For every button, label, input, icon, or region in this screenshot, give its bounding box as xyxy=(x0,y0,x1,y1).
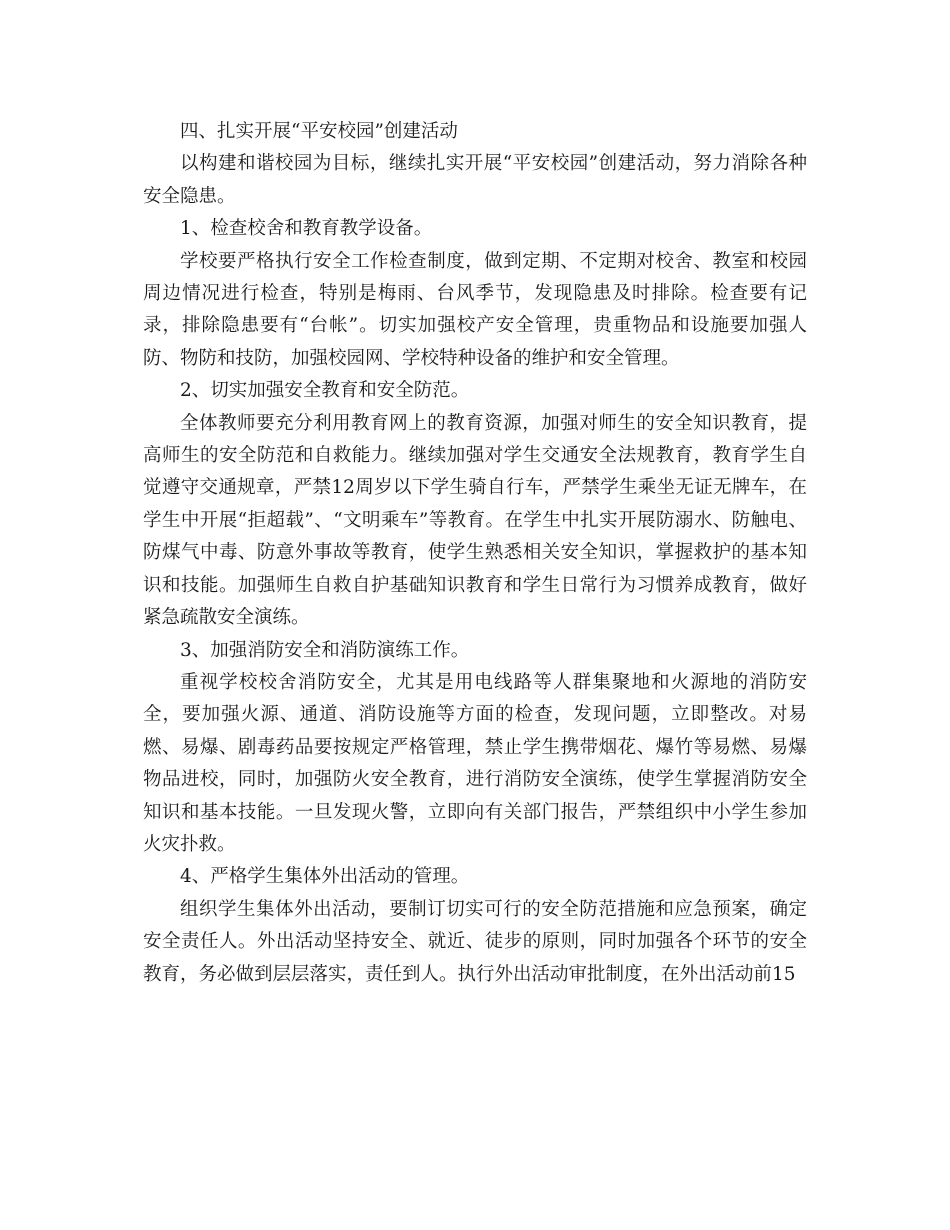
item-heading-1-inspection: 1、检查校舍和教育教学设备。 xyxy=(180,218,433,240)
paragraph-outings: 组织学生集体外出活动，要制订切实可行的安全防范措施和应急预案，确定安全责任人。外出活动坚持安全、就近、徒步的原则，同时加强各个环节的安全教育，务必做到层层落实，责任到人。执行外出活动审批制度，在外出活动前15 xyxy=(143,898,807,985)
paragraph-safe-campus-intro: 以构建和谐校园为目标，继续扎实开展“平安校园”创建活动，努力消除各种安全隐患。 xyxy=(143,153,807,207)
document-body xyxy=(143,116,807,991)
section-heading-safe-campus: 四、扎实开展“平安校园”创建活动 xyxy=(180,121,458,142)
paragraph-fire-safety: 重视学校校舍消防安全，尤其是用电线路等人群集聚地和火源地的消防安全，要加强火源、通道、消防设施等方面的检查，发现问题，立即整改。对易燃、易爆、剧毒药品要按规定严格管理，禁止学生携带烟花、爆竹等易燃、易爆物品进校，同时，加强防火安全教育，进行消防安全演练，使学生掌握消防安全知识和基本技能。一旦发现火警，立即向有关部门报告，严禁组织中小学生参加火灾扑救。 xyxy=(143,671,807,855)
item-heading-3-fire-safety: 3、加强消防安全和消防演练工作。 xyxy=(180,639,470,661)
item-heading-4-outings: 4、严格学生集体外出活动的管理。 xyxy=(180,866,470,888)
paragraph-inspection: 学校要严格执行安全工作检查制度，做到定期、不定期对校舍、教室和校园周边情况进行检查，特别是梅雨、台风季节，发现隐患及时排除。检查要有记录，排除隐患要有“台帐”。切实加强校产安全管理，贵重物品和设施要加强人防、物防和技防，加强校园网、学校特种设备的维护和安全管理。 xyxy=(143,250,807,369)
paragraph-safety-education: 全体教师要充分利用教育网上的教育资源，加强对师生的安全知识教育，提高师生的安全防范和自救能力。继续加强对学生交通安全法规教育，教育学生自觉遵守交通规章，严禁12周岁以下学生骑自行车，严禁学生乘坐无证无牌车，在学生中开展“拒超载”、“文明乘车”等教育。在学生中扎实开展防溺水、防触电、防煤气中毒、防意外事故等教育，使学生熟悉相关安全知识，掌握救护的基本知识和技能。加强师生自救自护基础知识教育和学生日常行为习惯养成教育，做好紧急疏散安全演练。 xyxy=(143,412,807,629)
item-heading-2-safety-education: 2、切实加强安全教育和安全防范。 xyxy=(180,380,470,402)
